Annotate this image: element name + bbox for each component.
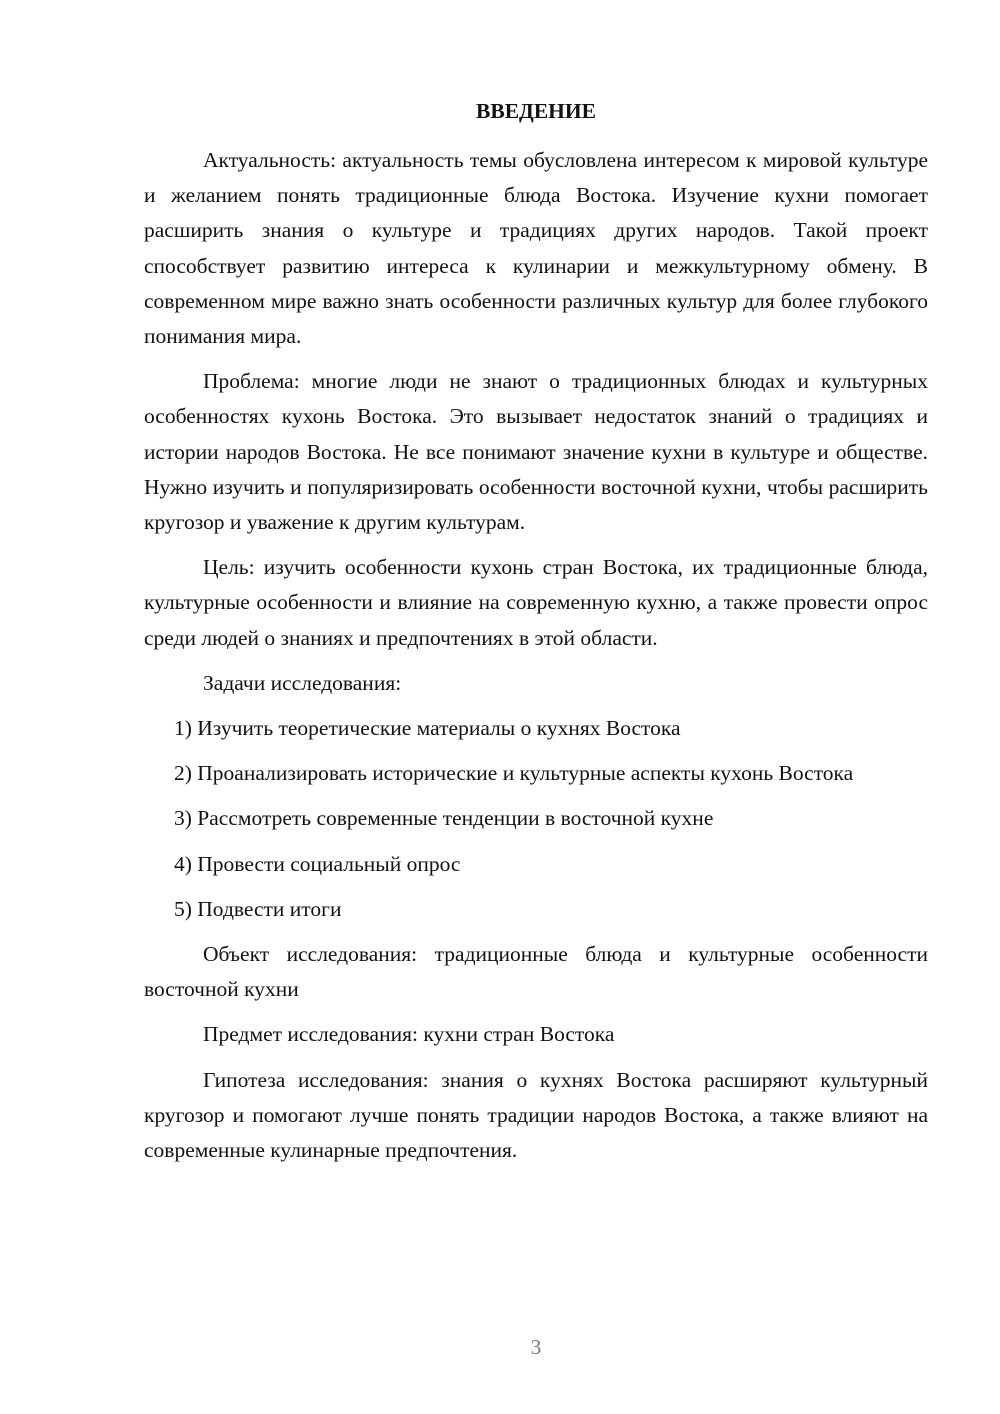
goal-paragraph: Цель: изучить особенности кухонь стран Востока, их традиционные блюда, культурные особенности и влияние на современную кухню, а также провести опрос среди людей о знаниях и предпочтениях в этой области. (144, 555, 928, 650)
page-number: 3 (530, 1335, 542, 1359)
task-item-2: 2) Проанализировать исторические и культурные аспекты кухонь Востока (174, 761, 854, 786)
problem-paragraph: Проблема: многие люди не знают о традиционных блюдах и культурных особенностях кухонь Востока. Это вызывает недостаток знаний о традициях и истории народов Востока. Не все понимают значение кухни в культуре и обществе. Нужно изучить и популяризировать особенности восточной кухни, чтобы расширить кругозор и уважение к другим культурам. (144, 369, 928, 535)
task-item-3: 3) Рассмотреть современные тенденции в восточной кухне (174, 806, 714, 831)
relevance-paragraph: Актуальность: актуальность темы обусловлена интересом к мировой культуре и желанием понять традиционные блюда Востока. Изучение кухни помогает расширить знания о культуре и традициях других народов. Такой проект способствует развитию интереса к кулинарии и межкультурному обмену. В современном мире важно знать особенности различных культур для более глубокого понимания мира. (144, 148, 928, 349)
task-item-4: 4) Провести социальный опрос (174, 851, 461, 876)
task-item-5: 5) Подвести итоги (174, 896, 342, 921)
hypothesis-paragraph: Гипотеза исследования: знания о кухнях Востока расширяют культурный кругозор и помогают лучше понять традиции народов Востока, а также влияют на современные кулинарные предпочтения. (144, 1067, 928, 1163)
document-page (144, 0, 928, 1414)
task-item-1: 1) Изучить теоретические материалы о кухнях Востока (174, 716, 681, 741)
page-title: ВВЕДЕНИЕ (476, 99, 596, 123)
tasks-heading: Задачи исследования: (203, 670, 402, 695)
object-paragraph: Объект исследования: традиционные блюда и культурные особенности восточной кухни (144, 942, 928, 1002)
document-body (144, 143, 928, 1178)
subject-paragraph: Предмет исследования: кухни стран Востока (203, 1022, 615, 1047)
